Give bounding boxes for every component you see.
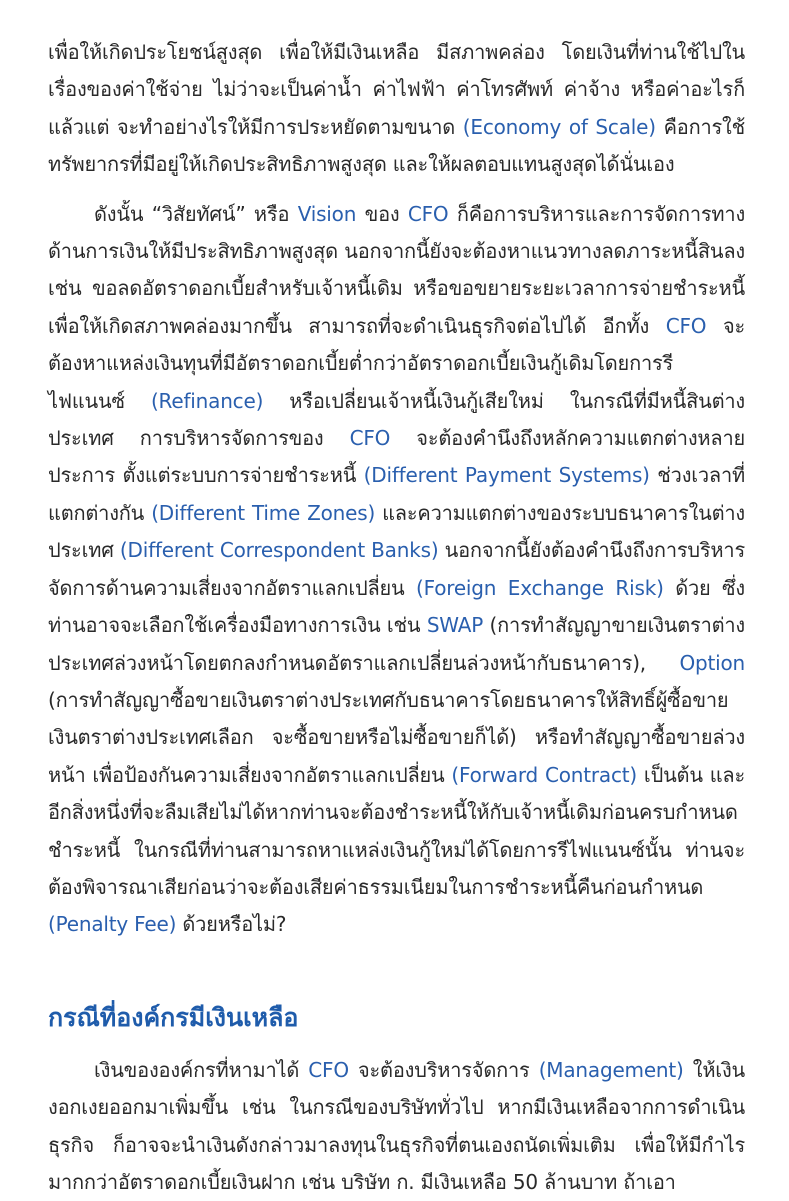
english-term: SWAP — [426, 613, 484, 638]
text-run: จะต้องหาแหล่งเงินทุนที่มีอัตราดอกเบี้ยต่ำกว่าอัตราดอกเบี้ยเงินกู้เดิมโดยการรีไฟแนนซ์ — [48, 313, 746, 413]
english-term: CFO — [349, 426, 391, 451]
text-run: เงินขององค์กรที่หามาได้ — [94, 1057, 309, 1082]
text-run: ของ — [356, 201, 408, 226]
text-run: ดังนั้น “วิสัยทัศน์” หรือ — [94, 201, 298, 226]
english-term: Option — [679, 650, 745, 675]
text-run: และความแตกต่างของระบบธนาคารในต่างประเทศ — [48, 500, 745, 563]
text-run: จะต้องบริหารจัดการ — [348, 1057, 539, 1082]
english-term: Vision — [297, 201, 357, 226]
text-run: เพื่อให้เกิดประโยชน์สูงสุด เพื่อให้มีเงินเหลือ มีสภาพคล่อง โดยเงินที่ท่านใช้ไปในเรื่องของค่าใช้จ่าย ไม่ว่าจะเป็นค่าน้ำ ค่าไฟฟ้า ค่าโทรศัพท์ ค่าจ้าง หรือค่าอะไรก็แล้วแต่ จะทำอย่างไรให้มีการประหยัดตามขนาด — [48, 40, 745, 139]
english-term: CFO — [407, 201, 449, 226]
text-run: เป็นต้น และอีกสิ่งหนึ่งที่จะลืมเสียไม่ได้หากท่านจะต้องชำระหนี้ให้กับเจ้าหนี้เดิมก่อนครบกำหนดชำระหนี้ ในกรณีที่ท่านสามารถหาแหล่งเงินกู้ใหม่ได้โดยการรีไฟแนนซ์นั้น ท่านจะต้องพิจารณาเสียก่อนว่าจะต้องเสียค่าธรรมเนียมในการชำระหนี้คืนก่อนกำหนด — [48, 762, 746, 899]
english-term: CFO — [308, 1057, 349, 1082]
text-run: ก็คือการบริหารและการจัดการทางด้านการเงินให้มีประสิทธิภาพสูงสุด นอกจากนี้ยังจะต้องหาแนวทางลดภาระหนี้สินลง เช่น ขอลดอัตราดอกเบี้ยสำหรับเจ้าหนี้เดิม หรือขอขยายระยะเวลาการจ่ายชำระหนี้ เพื่อให้เกิดสภาพคล่องมากขึ้น สามารถที่จะดำเนินธุรกิจต่อไปได้ อีกทั้ง — [48, 201, 746, 338]
english-term: (Economy of Scale) — [462, 114, 656, 139]
text-run: จะต้องคำนึงถึงหลักความแตกต่างหลายประการ ตั้งแต่ระบบการจ่ายชำระหนี้ — [48, 426, 745, 488]
english-term: (Different Payment Systems) — [363, 463, 650, 488]
text-run: (การทำสัญญาซื้อขายเงินตราต่างประเทศกับธนาคารโดยธนาคารให้สิทธิ์ผู้ซื้อขายเงินตราต่างประเทศเลือก จะซื้อขายหรือไม่ซื้อขายก็ได้) หรือทำสัญญาซื้อขายล่วงหน้า เพื่อป้องกันความเสี่ยงจากอัตราแลกเปลี่ยน — [48, 687, 745, 787]
english-term: (Foreign Exchange Risk) — [416, 575, 664, 600]
paragraph-3 — [48, 1052, 745, 1201]
text-run: หรือเปลี่ยนเจ้าหนี้เงินกู้เสียใหม่ ในกรณีที่มีหนี้สินต่างประเทศ การบริหารจัดการของ — [48, 388, 745, 451]
text-run: ให้เงินงอกเงยออกมาเพิ่มขึ้น เช่น ในกรณีของบริษัททั่วไป หากมีเงินเหลือจากการดำเนินธุรกิจ ก็อาจจะนำเงินดังกล่าวมาลงทุนในธุรกิจที่ตนเองถนัดเพิ่มเติม เพื่อให้มีกำไรมากกว่าอัตราดอกเบี้ยเงินฝาก เช่น บริษัท ก. มีเงินเหลือ 50 ล้านบาท ถ้าเอา — [48, 1057, 745, 1194]
english-term: CFO — [665, 313, 707, 338]
paragraph-1 — [48, 34, 745, 184]
english-term: (Different Time Zones) — [151, 500, 376, 525]
text-run: นอกจากนี้ยังต้องคำนึงถึงการบริหารจัดการด้านความเสี่ยงจากอัตราแลกเปลี่ยน — [48, 538, 745, 600]
english-term: (Refinance) — [150, 388, 264, 413]
english-term: (Different Correspondent Banks) — [119, 538, 439, 563]
section-heading: กรณีที่องค์กรมีเงินเหลือ — [48, 1002, 299, 1032]
text-run: ด้วยหรือไม่? — [176, 912, 287, 937]
text-run: ด้วย ซึ่งท่านอาจจะเลือกใช้เครื่องมือทางการเงิน เช่น — [48, 575, 745, 638]
english-term: (Management) — [538, 1057, 684, 1082]
english-term: (Forward Contract) — [451, 762, 638, 787]
text-run: (การทำสัญญาขายเงินตราต่างประเทศล่วงหน้าโดยตกลงกำหนดอัตราแลกเปลี่ยนล่วงหน้ากับธนาคาร), — [48, 613, 745, 675]
text-run: คือการใช้ทรัพยากรที่มีอยู่ให้เกิดประสิทธิภาพสูงสุด และให้ผลตอบแทนสูงสุดได้นั่นเอง — [48, 114, 745, 177]
text-run: ช่วงเวลาที่แตกต่างกัน — [48, 463, 746, 525]
paragraph-2 — [48, 196, 745, 944]
english-term: (Penalty Fee) — [48, 912, 177, 937]
